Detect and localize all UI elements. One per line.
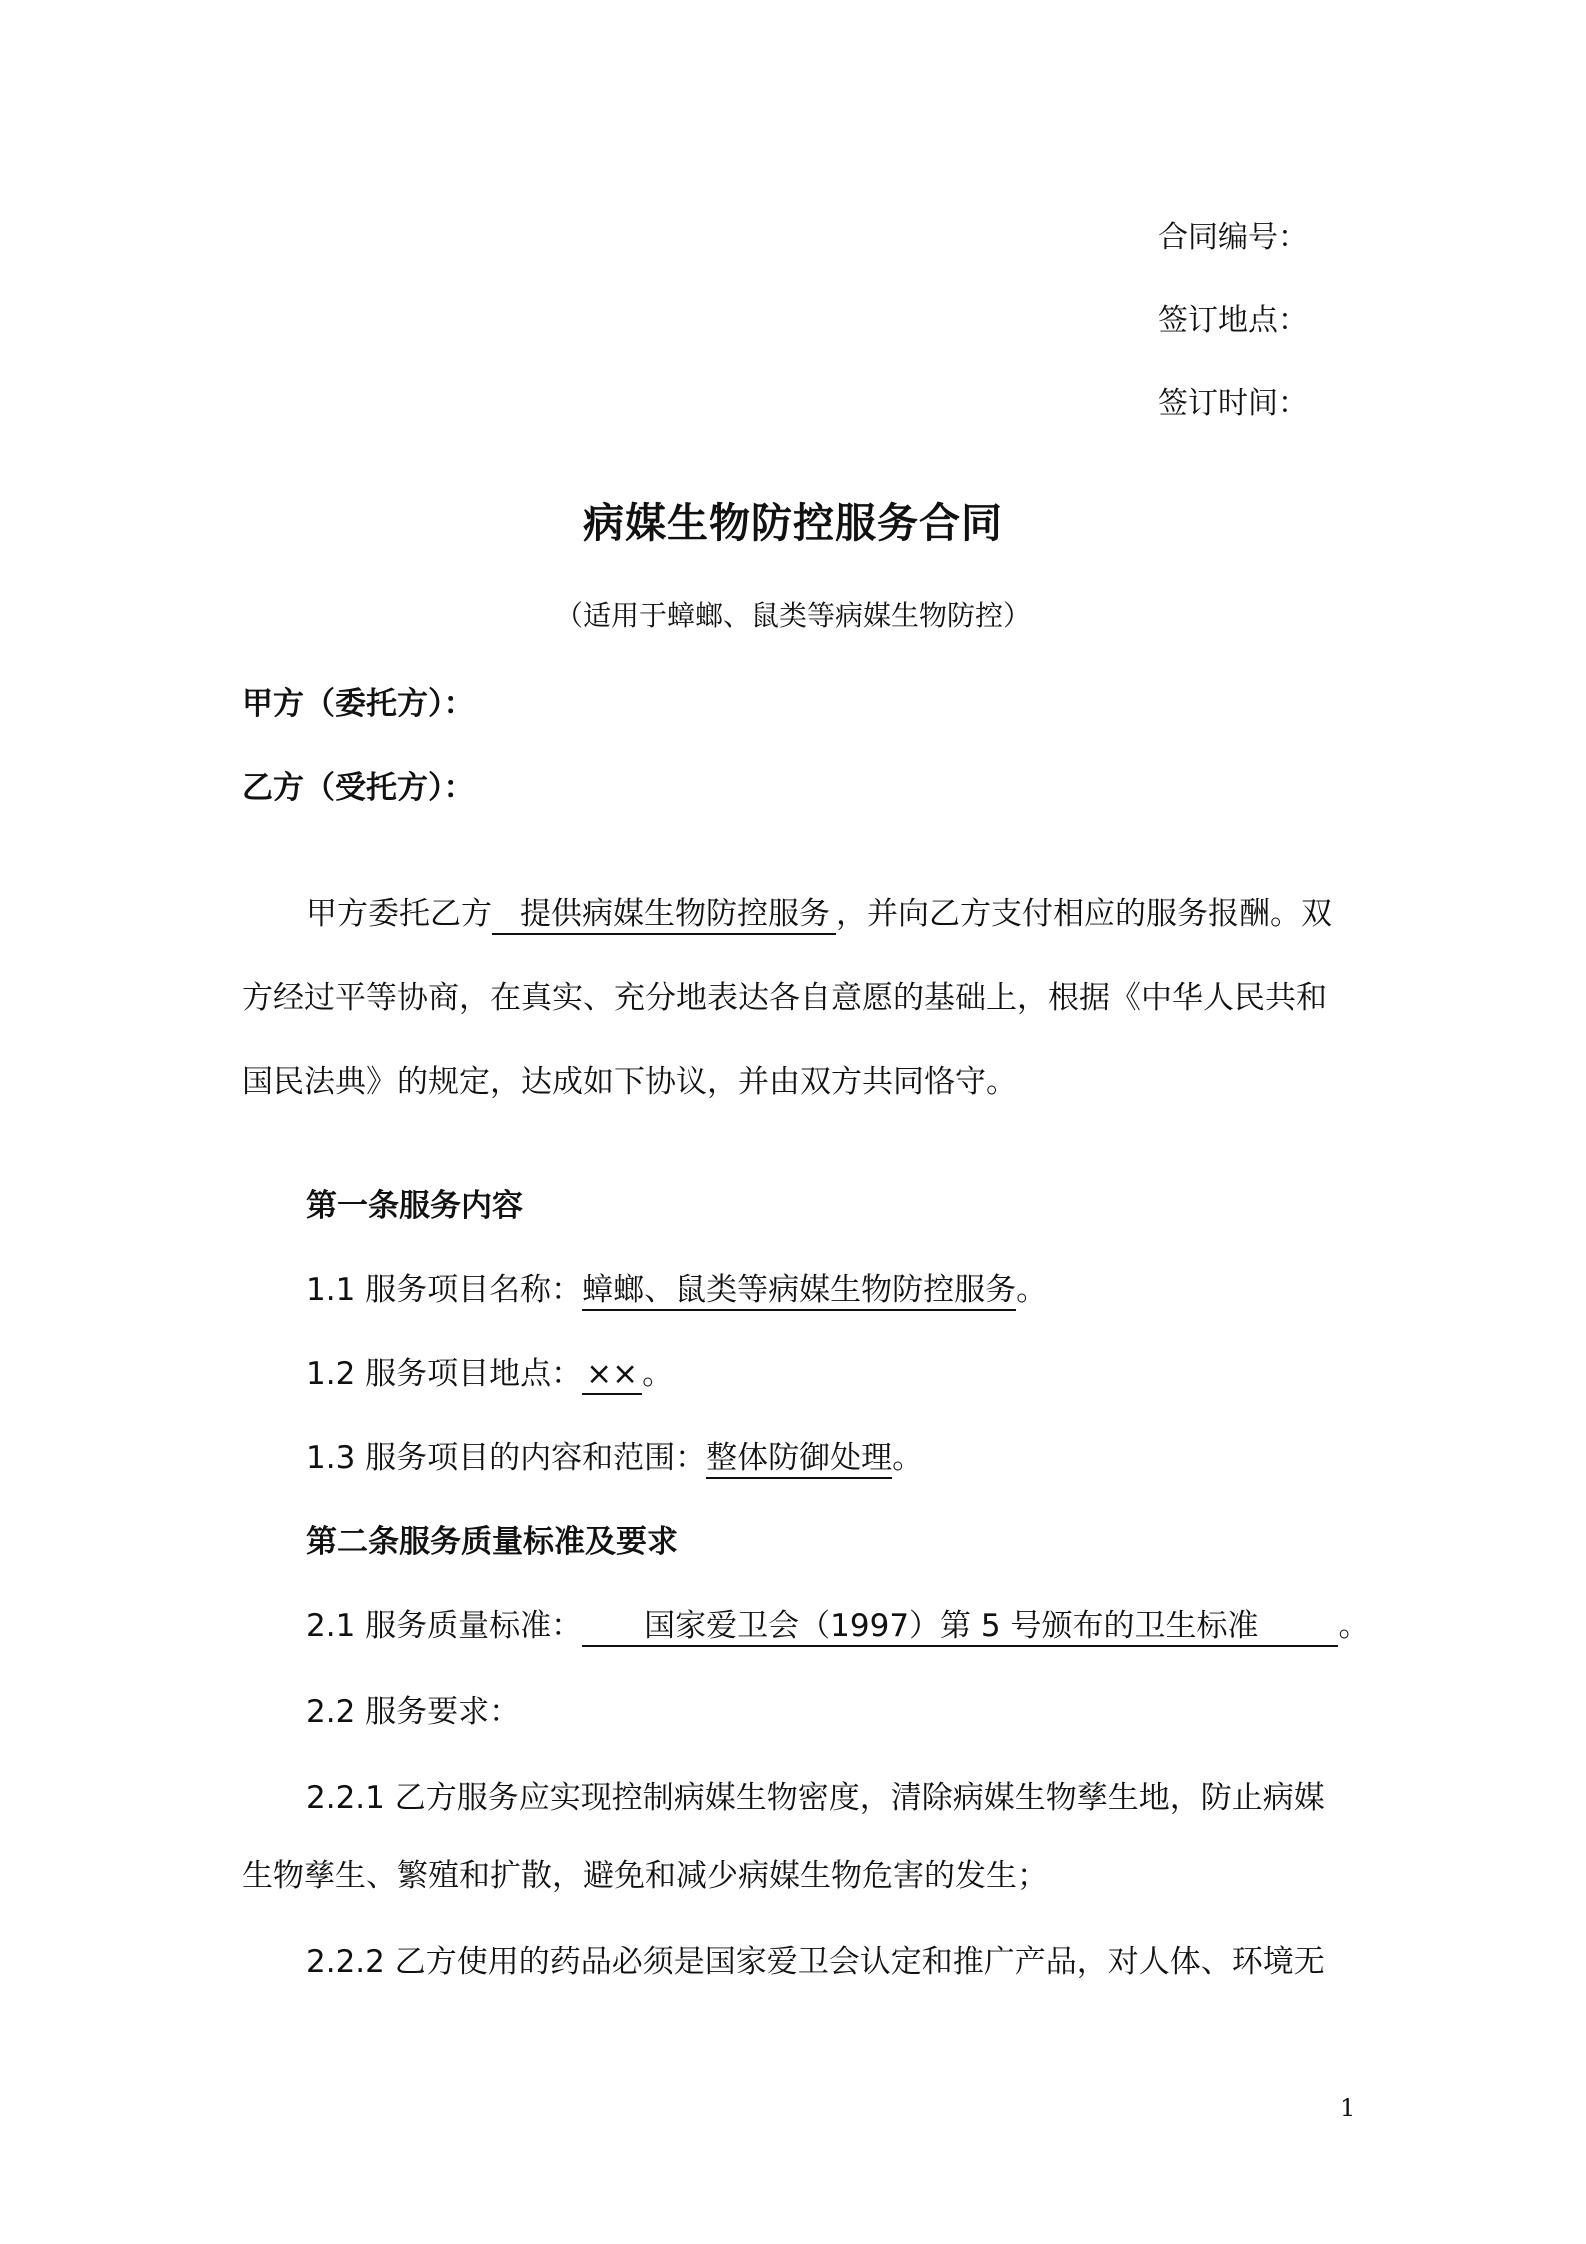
item-1-1-value: 蟑螂、鼠类等病媒生物防控服务 xyxy=(582,1272,1016,1311)
item-1-2-label: 1.2 服务项目地点： xyxy=(306,1356,583,1392)
item-1-3-label: 1.3 服务项目的内容和范围： xyxy=(306,1440,707,1476)
item-1-2-period: 。 xyxy=(642,1356,674,1392)
item-2-1-period: 。 xyxy=(1338,1608,1370,1644)
article-2-heading: 第二条服务质量标准及要求 xyxy=(306,1524,678,1560)
article-1-heading: 第一条服务内容 xyxy=(306,1188,523,1224)
intro-line-1 xyxy=(306,888,1332,935)
intro-prefix: 甲方委托乙方 xyxy=(306,896,492,932)
article-2-item-2-1-line-2: 生物孳生、繁殖和扩散，避免和减少病媒生物危害的发生； xyxy=(242,1858,1048,1894)
document-title: 病媒生物防控服务合同 xyxy=(583,499,1003,547)
article-2-item-2: 2.2 服务要求： xyxy=(306,1694,521,1730)
item-1-3-period: 。 xyxy=(892,1440,924,1476)
article-2-item-2-1-line-1: 2.2.1 乙方服务应实现控制病媒生物密度，清除病媒生物孳生地，防止病媒 xyxy=(306,1780,1325,1816)
item-1-1-label: 1.1 服务项目名称： xyxy=(306,1272,583,1308)
article-1-item-3 xyxy=(306,1432,923,1479)
item-2-1-value: 国家爱卫会（1997）第 5 号颁布的卫生标准 xyxy=(582,1608,1338,1647)
intro-line-3: 国民法典》的规定，达成如下协议，并由双方共同恪守。 xyxy=(242,1064,1017,1100)
party-a-label: 甲方（委托方）： xyxy=(242,686,475,722)
article-1-item-2 xyxy=(306,1348,673,1395)
signing-place-label: 签订地点： xyxy=(1158,303,1308,338)
article-2-item-2-2-line-1: 2.2.2 乙方使用的药品必须是国家爱卫会认定和推广产品，对人体、环境无 xyxy=(306,1944,1325,1980)
party-b-label: 乙方（受托方）： xyxy=(242,770,475,806)
signing-time-label: 签订时间： xyxy=(1158,386,1308,421)
item-1-1-period: 。 xyxy=(1016,1272,1048,1308)
contract-number-label: 合同编号： xyxy=(1158,220,1308,255)
intro-blank-service: 提供病媒生物防控服务 xyxy=(492,896,836,935)
document-subtitle: （适用于蟑螂、鼠类等病媒生物防控） xyxy=(554,599,1031,632)
item-1-2-value: ×× xyxy=(582,1356,642,1395)
intro-line-2: 方经过平等协商，在真实、充分地表达各自意愿的基础上，根据《中华人民共和 xyxy=(242,980,1327,1016)
page-number: 1 xyxy=(1340,2094,1356,2122)
item-2-1-label: 2.1 服务质量标准： xyxy=(306,1608,583,1644)
article-2-item-1 xyxy=(306,1600,1369,1647)
item-1-3-value: 整体防御处理 xyxy=(706,1440,892,1479)
intro-suffix: ，并向乙方支付相应的服务报酬。双 xyxy=(836,896,1332,932)
article-1-item-1 xyxy=(306,1264,1047,1311)
